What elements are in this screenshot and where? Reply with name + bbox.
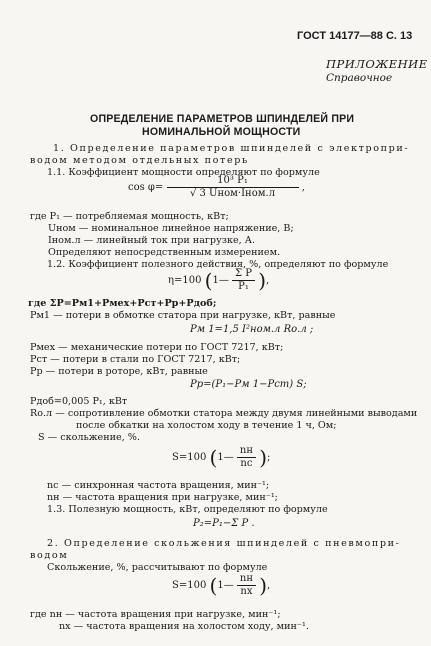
section2-heading-line1: 2. Определение скольжения шпинделей с пневмопри- [47, 538, 401, 549]
section1-heading-line2: водом методом отдельных потерь [30, 155, 249, 166]
formula-slip-lhs: S=100 [172, 452, 207, 463]
section2-heading-line2: водом [30, 550, 69, 561]
formula-stator-loss: Pм 1=1,5 I²ном.л Rо.л ; [190, 324, 314, 335]
formula-efficiency-numerator: Σ P [232, 268, 255, 281]
formula-pneumatic-slip-lhs: S=100 [172, 580, 207, 591]
formula-efficiency-lhs: η=100 [168, 275, 202, 286]
formula-slip: S=100 (1— $\frac{nн}{nс}$ ); [172, 445, 271, 470]
reference-label: Справочное [326, 72, 393, 84]
formula-slip-denominator: nс [240, 458, 253, 469]
formula-power-factor-lhs: cos φ= [128, 182, 164, 193]
var-rol: Rо.л — сопротивление обмотки статора между двумя линейными выводами [30, 408, 418, 419]
var-unom: Uном — номинальное линейное напряжение, В; [48, 223, 294, 234]
paragraph-1-3: 1.3. Полезную мощность, кВт, определяют по формуле [47, 504, 328, 515]
paragraph-1-2: 1.2. Коэффициент полезного действия, %, определяют по формуле [47, 259, 389, 270]
formula-pneumatic-slip-denominator: nх [240, 586, 253, 597]
formula-slip-numerator: nн [237, 445, 256, 458]
var-p1: где P₁ — потребляемая мощность, кВт; [30, 211, 229, 222]
page-title-line2: НОМИНАЛЬНОЙ МОЩНОСТИ [142, 126, 301, 138]
formula-pneumatic-slip-numerator: nн [237, 573, 256, 586]
var-pm1: Pм1 — потери в обмотке статора при нагрузке, кВт, равные [30, 310, 336, 321]
var-pr: Pр — потери в роторе, кВт, равные [30, 366, 208, 377]
formula-power-factor-denominator: √ 3 Uном·Iном.л [189, 188, 276, 199]
var-nc: nс — синхронная частота вращения, мин⁻¹; [47, 480, 270, 491]
formula-useful-power: P₂=P₁−Σ P . [193, 518, 255, 529]
formula-pneumatic-slip: S=100 (1— $\frac{nн}{nх}$ ), [172, 573, 271, 598]
var-slip: S — скольжение, %. [38, 432, 140, 443]
measurement-note: Определяют непосредственным измерением. [48, 247, 281, 258]
standard-number: ГОСТ 14177—88 С. 13 [297, 30, 413, 42]
formula-efficiency: η=100 (1— $\frac{\text{Σ P}}{\text{P₁}}$ ), [168, 268, 270, 293]
var-pmeh: Pмех — механические потери по ГОСТ 7217, кВт; [30, 342, 284, 353]
var-pst: Pст — потери в стали по ГОСТ 7217, кВт; [30, 354, 241, 365]
var-nn-2: где nн — частота вращения при нагрузке, мин⁻¹; [30, 609, 281, 620]
var-inom: Iном.л — линейный ток при нагрузке, А. [48, 235, 256, 246]
section2-paragraph: Скольжение, %, рассчитывают по формуле [47, 562, 268, 573]
appendix-label: ПРИЛОЖЕНИЕ [326, 57, 428, 71]
var-nn: nн — частота вращения при нагрузке, мин⁻¹; [47, 492, 278, 503]
var-nx: nх — частота вращения на холостом ходу, мин⁻¹. [59, 621, 309, 632]
formula-power-factor: cos φ= $\frac{\text{10³ P₁}}{\text{√ 3 Uном·Iном.л}}$ , [128, 175, 305, 199]
var-pdob: Pдоб=0,005 P₁, кВт [30, 396, 128, 407]
formula-efficiency-denominator: P₁ [238, 281, 249, 292]
var-rol-cont: после обкатки на холостом ходу в течение 1 ч, Ом; [76, 420, 337, 431]
formula-power-factor-numerator: 10³ P₁ [167, 175, 299, 188]
paragraph-1-1: 1.1. Коэффициент мощности определяют по формуле [47, 167, 320, 178]
sum-losses: где ΣP=Pм1+Pмех+Pст+Pр+Pдоб; [28, 298, 217, 309]
section1-heading-line1: 1. Определение параметров шпинделей с электропри- [53, 143, 410, 154]
page-title-line1: ОПРЕДЕЛЕНИЕ ПАРАМЕТРОВ ШПИНДЕЛЕЙ ПРИ [90, 113, 355, 125]
formula-rotor-loss: Pр=(P₁−Pм 1−Pст) S; [190, 379, 307, 390]
